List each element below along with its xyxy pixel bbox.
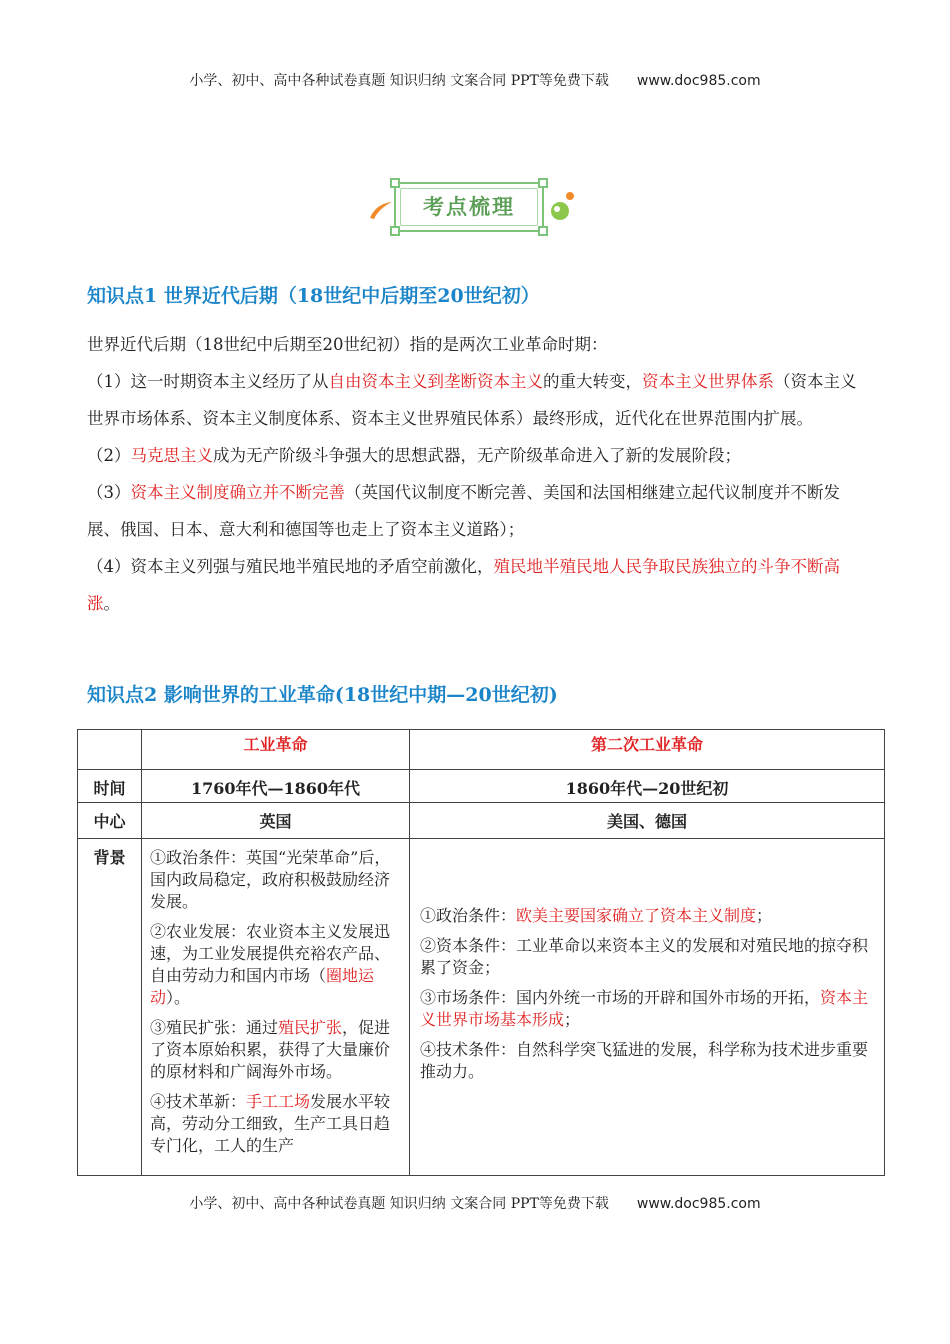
body-text-segment: ； — [564, 1010, 581, 1029]
highlight-text: 殖民地半殖民地人民争取民族独立的斗争不断高涨 — [87, 557, 840, 613]
table-header-corner — [78, 730, 142, 770]
table-row-background — [78, 839, 885, 1176]
body-text-segment: 发展水平较高，劳动分工细致，生产工具日趋专门化，工人的生产 — [150, 1092, 391, 1155]
section1-paragraph — [87, 437, 865, 474]
body-text-segment: ③市场条件：国内外统一市场的开辟和国外市场的开拓， — [420, 988, 821, 1007]
time-second-cell: 1860年代—20世纪初 — [410, 770, 885, 803]
highlight-text: 殖民扩张 — [278, 1018, 343, 1037]
table-header-row — [78, 730, 885, 770]
body-text-segment: （资本主义世界市场体系、资本主义制度体系、资本主义世界殖民体系）最终形成，近代化在世界范围内扩展。 — [87, 372, 857, 428]
section1-paragraph — [87, 548, 865, 622]
highlight-text: 资本主义制度确立并不断完善 — [130, 483, 345, 502]
row-label-background: 背景 — [78, 839, 142, 1176]
section1-paragraphs — [87, 363, 865, 622]
footer-site-link[interactable]: www.doc985.com — [636, 1196, 761, 1212]
section-banner — [360, 176, 590, 240]
background-item — [420, 935, 876, 979]
time-first-cell: 1760年代—1860年代 — [142, 770, 410, 803]
body-text-segment: （1）这一时期资本主义经历了从 — [87, 372, 329, 391]
page-footer — [0, 1193, 950, 1213]
table-row — [78, 770, 885, 803]
swoosh-icon — [368, 200, 394, 220]
table-row — [78, 803, 885, 839]
body-text-segment: ②资本条件：工业革命以来资本主义的发展和对殖民地的掠夺积累了资金； — [420, 936, 869, 977]
section1-title: 知识点1 世界近代后期（18世纪中后期至20世纪初） — [87, 285, 540, 307]
highlight-text: 资本主义世界体系 — [642, 372, 774, 391]
body-text-segment: ①政治条件：英国“光荣革命”后，国内政局稳定，政府积极鼓励经济发展。 — [150, 848, 391, 911]
table-header-first: 工业革命 — [142, 730, 410, 770]
highlight-text: 资本主义世界市场基本形成 — [420, 988, 869, 1029]
industrial-revolution-table — [77, 729, 885, 1176]
background-second-cell — [410, 839, 885, 1176]
section2-title: 知识点2 影响世界的工业革命(18世纪中期—20世纪初) — [87, 684, 558, 706]
section1-paragraph — [87, 474, 865, 548]
background-item — [420, 1039, 876, 1083]
highlight-text: 圈地运动 — [150, 966, 375, 1007]
background-item — [150, 847, 403, 913]
header-text: 小学、初中、高中各种试卷真题 知识归纳 文案合同 PPT等免费下载 — [189, 73, 609, 89]
bubble-dots-icon — [550, 190, 576, 224]
background-first-cell — [142, 839, 410, 1176]
highlight-text: 欧美主要国家确立了资本主义制度 — [516, 906, 757, 925]
header-site-link[interactable]: www.doc985.com — [636, 73, 761, 89]
banner-title: 考点梳理 — [423, 195, 515, 219]
center-first-cell: 英国 — [142, 803, 410, 839]
body-text-segment: 成为无产阶级斗争强大的思想武器，无产阶级革命进入了新的发展阶段； — [213, 446, 741, 465]
body-text-segment: ； — [756, 906, 773, 925]
background-item — [420, 987, 876, 1031]
highlight-text: 马克思主义 — [130, 446, 213, 465]
body-text-segment: （4）资本主义列强与殖民地半殖民地的矛盾空前激化， — [87, 557, 494, 576]
body-text-segment: ④技术条件：自然科学突飞猛进的发展，科学称为技术进步重要推动力。 — [420, 1040, 869, 1081]
center-second-cell: 美国、德国 — [410, 803, 885, 839]
body-text-segment: ①政治条件： — [420, 906, 517, 925]
body-text-segment: 。 — [103, 594, 120, 613]
body-text-segment: 的重大转变， — [543, 372, 642, 391]
background-item — [150, 1017, 403, 1083]
background-item — [150, 921, 403, 1009]
section1-intro: 世界近代后期（18世纪中后期至20世纪初）指的是两次工业革命时期： — [87, 335, 608, 354]
body-text-segment: （3） — [87, 483, 131, 502]
body-text-segment: （英国代议制度不断完善、美国和法国相继建立起代议制度并不断发展、俄国、日本、意大利和德国等也走上了资本主义道路）； — [87, 483, 840, 539]
table-header-second: 第二次工业革命 — [410, 730, 885, 770]
page-header — [0, 70, 950, 90]
body-text-segment: ②农业发展：农业资本主义发展迅速，为工业发展提供充裕农产品、自由劳动力和国内市场（ — [150, 922, 391, 985]
body-text-segment: （2） — [87, 446, 131, 465]
row-label-time: 时间 — [78, 770, 142, 803]
section1-body — [87, 326, 865, 622]
section1-paragraph — [87, 363, 865, 437]
highlight-text: 手工工场 — [246, 1092, 311, 1111]
body-text-segment: ）。 — [166, 988, 191, 1007]
row-label-center: 中心 — [78, 803, 142, 839]
banner-frame — [394, 182, 544, 232]
footer-text: 小学、初中、高中各种试卷真题 知识归纳 文案合同 PPT等免费下载 — [189, 1196, 609, 1212]
body-text-segment: ④技术革新： — [150, 1092, 247, 1111]
highlight-text: 自由资本主义到垄断资本主义 — [328, 372, 543, 391]
body-text-segment: ，促进了资本原始积累，获得了大量廉价的原材料和广阔海外市场。 — [150, 1018, 391, 1081]
background-item — [150, 1091, 403, 1157]
background-item — [420, 905, 876, 927]
body-text-segment: ③殖民扩张：通过 — [150, 1018, 279, 1037]
